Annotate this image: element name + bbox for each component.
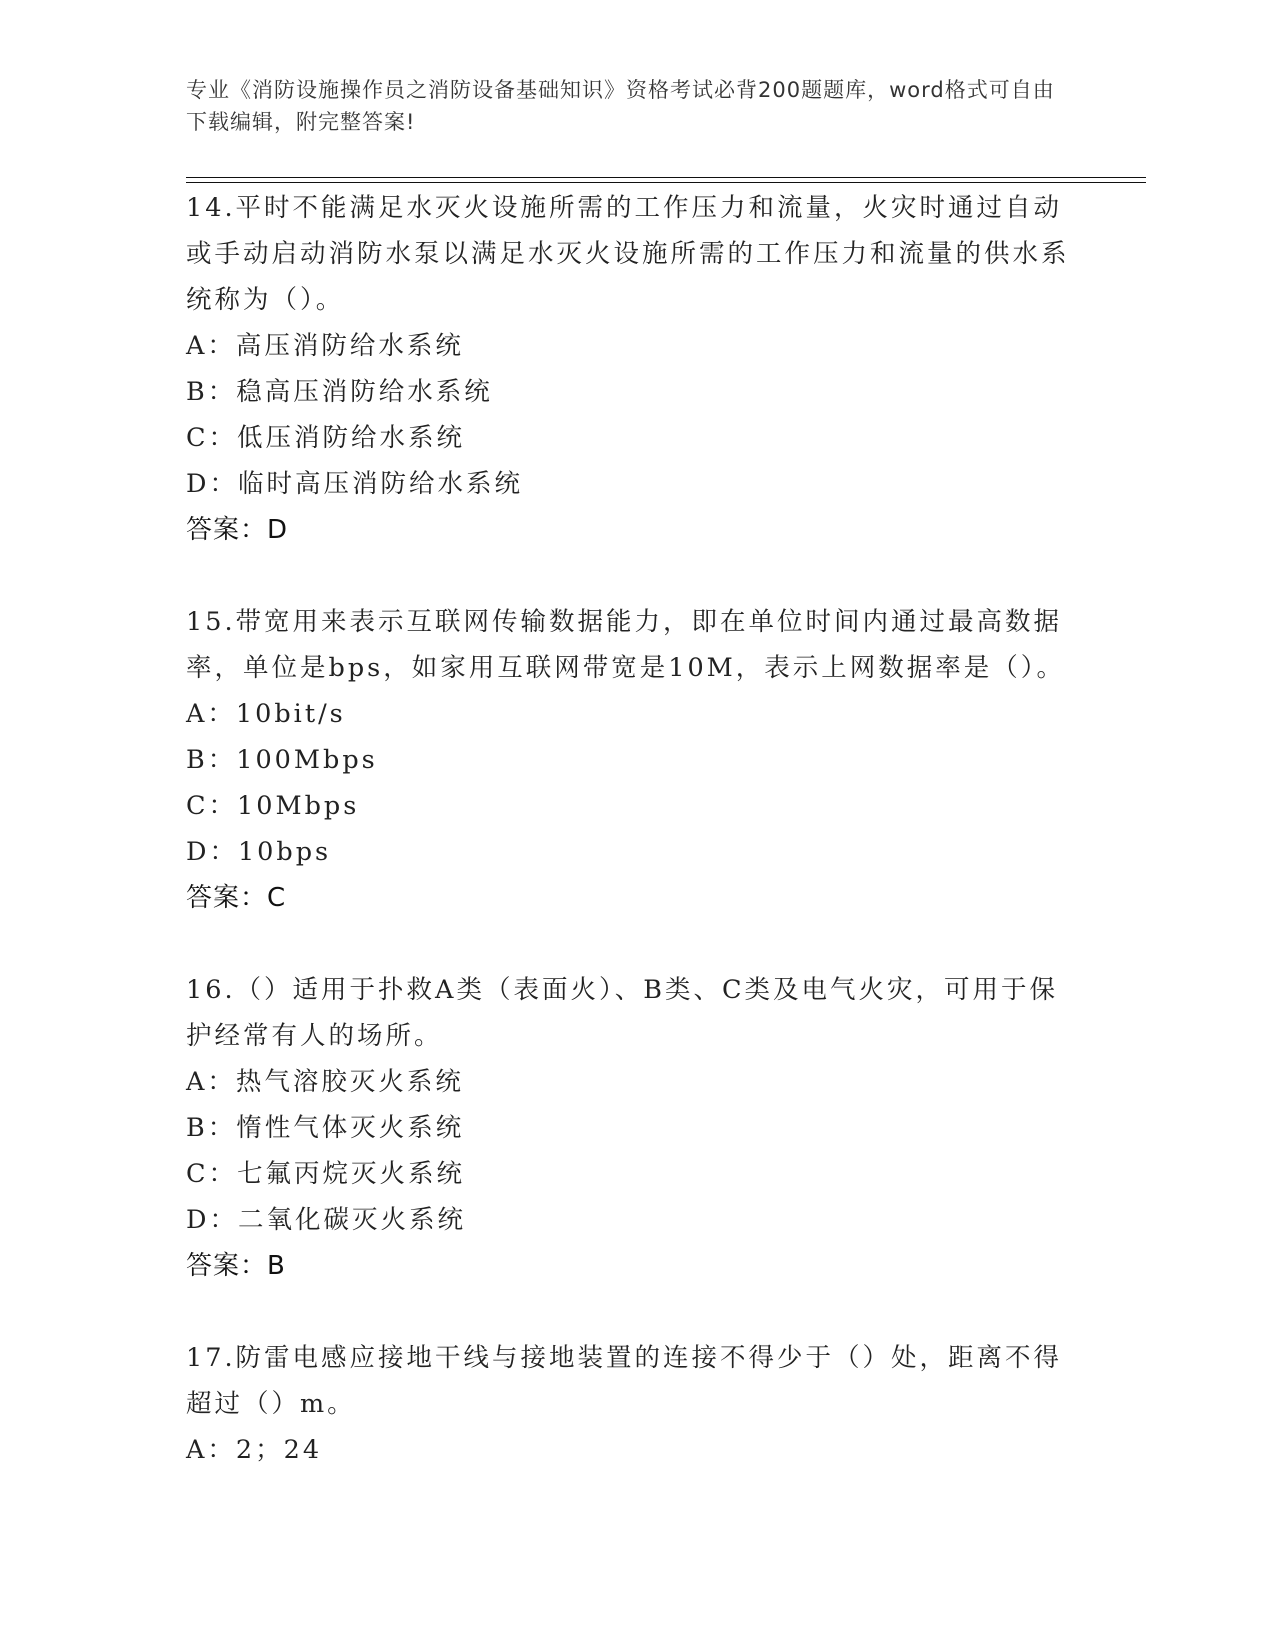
option-b: B：惰性气体灭火系统	[186, 1113, 465, 1143]
question-stem: 17.防雷电感应接地干线与接地装置的连接不得少于（）处，距离不得超过（）m。	[186, 1343, 1063, 1419]
header-rule-bottom	[186, 182, 1146, 183]
question-14	[186, 185, 1086, 553]
option-a: A：10bit/s	[186, 699, 346, 729]
question-stem: 15.带宽用来表示互联网传输数据能力，即在单位时间内通过最高数据率，单位是bps，如家用互联网带宽是10M，表示上网数据率是（）。	[186, 607, 1066, 683]
option-d: D：临时高压消防给水系统	[186, 469, 523, 499]
option-d: D：二氧化碳灭火系统	[186, 1205, 466, 1235]
option-c: C：10Mbps	[186, 791, 360, 821]
question-stem: 14.平时不能满足水灭火设施所需的工作压力和流量，火灾时通过自动或手动启动消防水泵以满足水灭火设施所需的工作压力和流量的供水系统称为（）。	[186, 193, 1070, 315]
question-stem: 16.（）适用于扑救A类（表面火）、B类、C类及电气火灾，可用于保护经常有人的场所。	[186, 975, 1058, 1051]
option-a: A：2；24	[186, 1435, 323, 1465]
header-rule-top	[186, 177, 1146, 178]
document-header: 专业《消防设施操作员之消防设备基础知识》资格考试必背200题题库，word格式可自由下载编辑，附完整答案!	[186, 78, 1055, 134]
option-b: B：100Mbps	[186, 745, 378, 775]
option-c: C：七氟丙烷灭火系统	[186, 1159, 466, 1189]
question-list	[186, 185, 1086, 1473]
answer: 答案：D	[186, 515, 289, 545]
question-15	[186, 599, 1086, 921]
option-a: A：高压消防给水系统	[186, 331, 464, 361]
option-c: C：低压消防给水系统	[186, 423, 466, 453]
option-a: A：热气溶胶灭火系统	[186, 1067, 464, 1097]
question-16	[186, 967, 1086, 1289]
answer: 答案：B	[186, 1251, 286, 1281]
answer: 答案：C	[186, 883, 287, 913]
option-d: D：10bps	[186, 837, 332, 867]
option-b: B：稳高压消防给水系统	[186, 377, 493, 407]
question-17	[186, 1335, 1086, 1473]
